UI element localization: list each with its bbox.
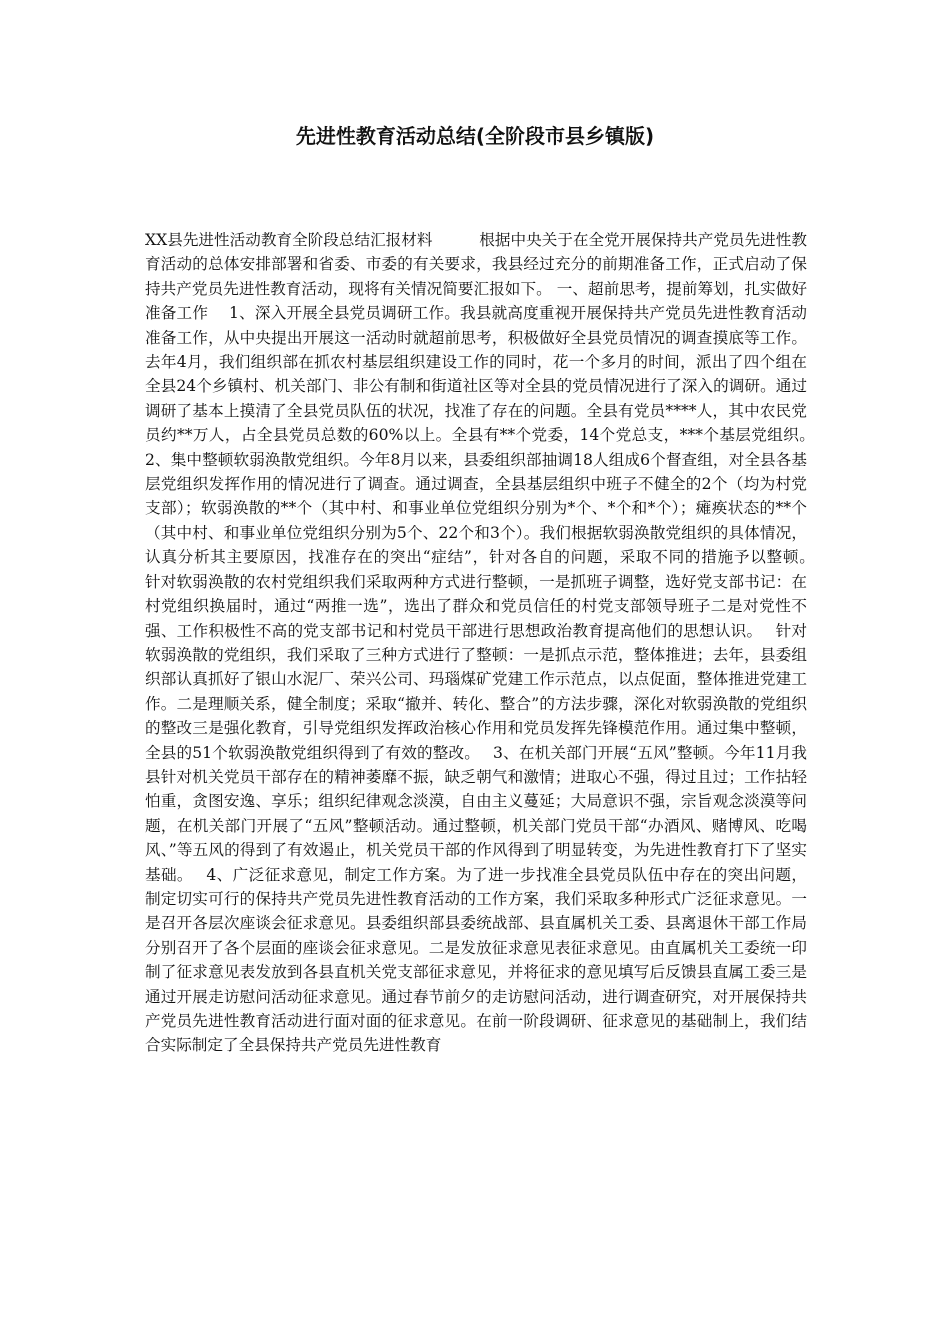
document-title: 先进性教育活动总结(全阶段市县乡镇版): [295, 124, 655, 148]
document-body: XX县先进性活动教育全阶段总结汇报材料 根据中央关于在全党开展保持共产党员先进性教育活动的总体安排部署和省委、市委的有关要求，我县经过充分的前期准备工作，正式启动了保持共产党员先进性教育活动，现将有关情况简要汇报如下。 一、超前思考，提前筹划，扎实做好准备工作 1、深入开展全县党员调研工作。我县就高度重视开展保持共产党员先进性教育活动准备工作，从中央提出开展这一活动时就超前思考，积极做好全县党员情况的调查摸底等工作。去年4月，我们组织部在抓农村基层组织建设工作的同时，花一个多月的时间，派出了四个组在全县24个乡镇村、机关部门、非公有制和街道社区等对全县的党员情况进行了深入的调研。通过调研了基本上摸清了全县党员队伍的状况，找准了存在的问题。全县有党员****人，其中农民党员约**万人，占全县党员总数的60%以上。全县有**个党委，14个党总支，***个基层党组织。 2、集中整顿软弱涣散党组织。今年8月以来，县委组织部抽调18人组成6个督查组，对全县各基层党组织发挥作用的情况进行了调查。通过调查，全县基层组织中班子不健全的2个（均为村党支部）；软弱涣散的**个（其中村、和事业单位党组织分别为*个、*个和*个）；瘫痪状态的**个（其中村、和事业单位党组织分别为5个、22个和3个）。我们根据软弱涣散党组织的具体情况，认真分析其主要原因，找准存在的突出“症结”，针对各自的问题，采取不同的措施予以整顿。 针对软弱涣散的农村党组织我们采取两种方式进行整顿，一是抓班子调整，选好党支部书记：在村党组织换届时，通过“两推一选”，选出了群众和党员信任的村党支部领导班子二是对党性不强、工作积极性不高的党支部书记和村党员干部进行思想政治教育提高他们的思想认识。 针对软弱涣散的党组织，我们采取了三种方式进行了整顿：一是抓点示范，整体推进；去年，县委组织部认真抓好了银山水泥厂、荣兴公司、玛瑙煤矿党建工作示范点，以点促面，整体推进党建工作。二是理顺关系，健全制度；采取“撤并、转化、整合”的方法步骤，深化对软弱涣散的党组织的整改三是强化教育，引导党组织发挥政治核心作用和党员发挥先锋模范作用。通过集中整顿，全县的51个软弱涣散党组织得到了有效的整改。 3、在机关部门开展“五风”整顿。今年11月我县针对机关党员干部存在的精神萎靡不振，缺乏朝气和激情；进取心不强，得过且过；工作拈轻怕重，贪图安逸、享乐；组织纪律观念淡漠，自由主义蔓延；大局意识不强，宗旨观念淡漠等问题，在机关部门开展了“五风”整顿活动。通过整顿，机关部门党员干部“办酒风、赌博风、吃喝风、”等五风的得到了有效遏止，机关党员干部的作风得到了明显转变，为先进性教育打下了坚实基础。 4、广泛征求意见，制定工作方案。为了进一步找准全县党员队伍中存在的突出问题，制定切实可行的保持共产党员先进性教育活动的工作方案，我们采取多种形式广泛征求意见。一是召开各层次座谈会征求意见。县委组织部县委统战部、县直属机关工委、县离退休干部工作局分别召开了各个层面的座谈会征求意见。二是发放征求意见表征求意见。由直属机关工委统一印制了征求意见表发放到各县直机关党支部征求意见，并将征求的意见填写后反馈县直属工委三是通过开展走访慰问活动征求意见。通过春节前夕的走访慰问活动，进行调查研究，对开展保持共产党员先进性教育活动进行面对面的征求意见。在前一阶段调研、征求意见的基础制上，我们结合实际制定了全县保持共产党员先进性教育: [145, 231, 828, 1055]
